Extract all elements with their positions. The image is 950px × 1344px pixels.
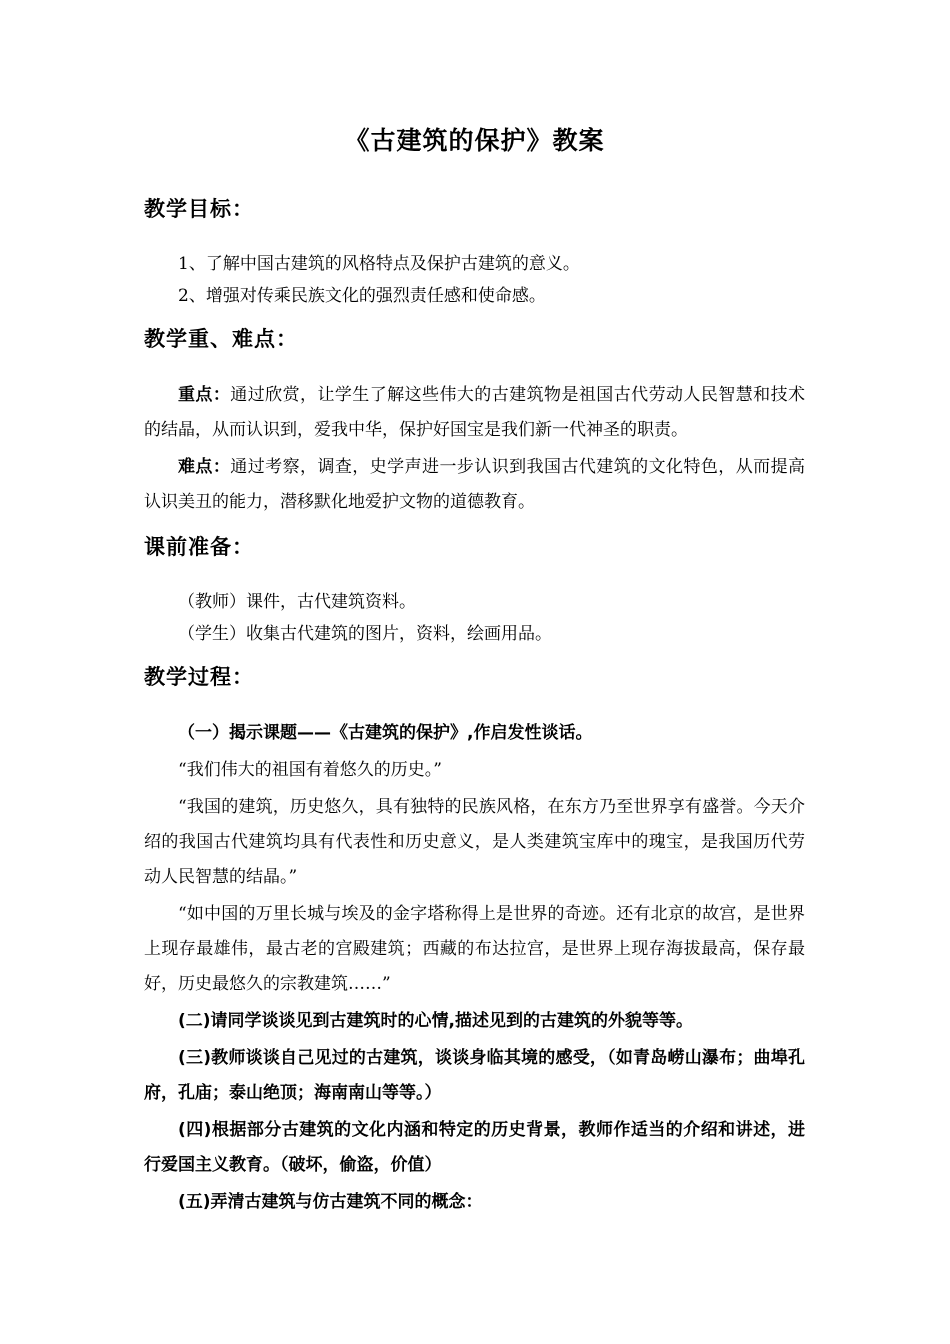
section-heading-process: 教学过程： [144,665,254,689]
section-teaching-objectives [144,196,805,312]
process-step-4: (四)根据部分古建筑的文化内涵和特定的历史背景，教师作适当的介绍和讲述，进行爱国主义教育。（破坏，偷盗，价值） [144,1120,805,1175]
objective-item-2: 2、增强对传乘民族文化的强烈责任感和使命感。 [178,286,546,306]
section-heading-key-points: 教学重、难点： [144,327,298,351]
key-point-label: 重点： [178,385,231,405]
section-heading-preparation: 课前准备： [144,535,254,559]
difficult-point-paragraph [144,450,805,520]
process-quote-1: “我们伟大的祖国有着悠久的历史。” [178,760,442,780]
process-quote-3: “如中国的万里长城与埃及的金字塔称得上是世界的奇迹。还有北京的故宫，是世界上现存最雄伟，最古老的宫殿建筑；西藏的布达拉宫，是世界上现存海拔最高，保存最好，历史最悠久的宗教建筑……” [144,904,805,994]
difficult-point-label: 难点： [178,457,231,477]
key-point-paragraph [144,378,805,448]
document-title: 《古建筑的保护》教案 [344,126,605,155]
process-quote-2: “我国的建筑，历史悠久，具有独特的民族风格，在东方乃至世界享有盛誉。今天介绍的我国古代建筑均具有代表性和历史意义，是人类建筑宝库中的瑰宝，是我国历代劳动人民智慧的结晶。” [144,797,805,887]
section-teaching-process [144,664,805,1220]
preparation-item-student: （学生）收集古代建筑的图片，资料，绘画用品。 [178,624,552,644]
section-key-difficult-points [144,326,805,520]
section-preparation [144,534,805,650]
process-step-2: (二)请同学谈谈见到古建筑时的心情,描述见到的古建筑的外貌等等。 [178,1011,693,1031]
preparation-item-teacher: （教师）课件，古代建筑资料。 [178,592,416,612]
objective-item-1: 1、了解中国古建筑的风格特点及保护古建筑的意义。 [178,254,580,274]
process-step-1: （一）揭示课题——《古建筑的保护》,作启发性谈话。 [178,723,593,743]
key-point-text: 通过欣赏，让学生了解这些伟大的古建筑物是祖国古代劳动人民智慧和技术的结晶，从而认识到，爱我中华，保护好国宝是我们新一代神圣的职责。 [144,385,806,440]
difficult-point-text: 通过考察，调查，史学声进一步认识到我国古代建筑的文化特色，从而提高认识美丑的能力，潜移默化地爱护文物的道德教育。 [144,457,806,512]
process-step-5: (五)弄清古建筑与仿古建筑不同的概念： [178,1192,483,1212]
process-step-3: (三)教师谈谈自己见过的古建筑，谈谈身临其境的感受，（如青岛崂山瀑布；曲埠孔府，孔庙；泰山绝顶；海南南山等等。） [144,1048,805,1103]
section-heading-objectives: 教学目标： [144,197,254,221]
